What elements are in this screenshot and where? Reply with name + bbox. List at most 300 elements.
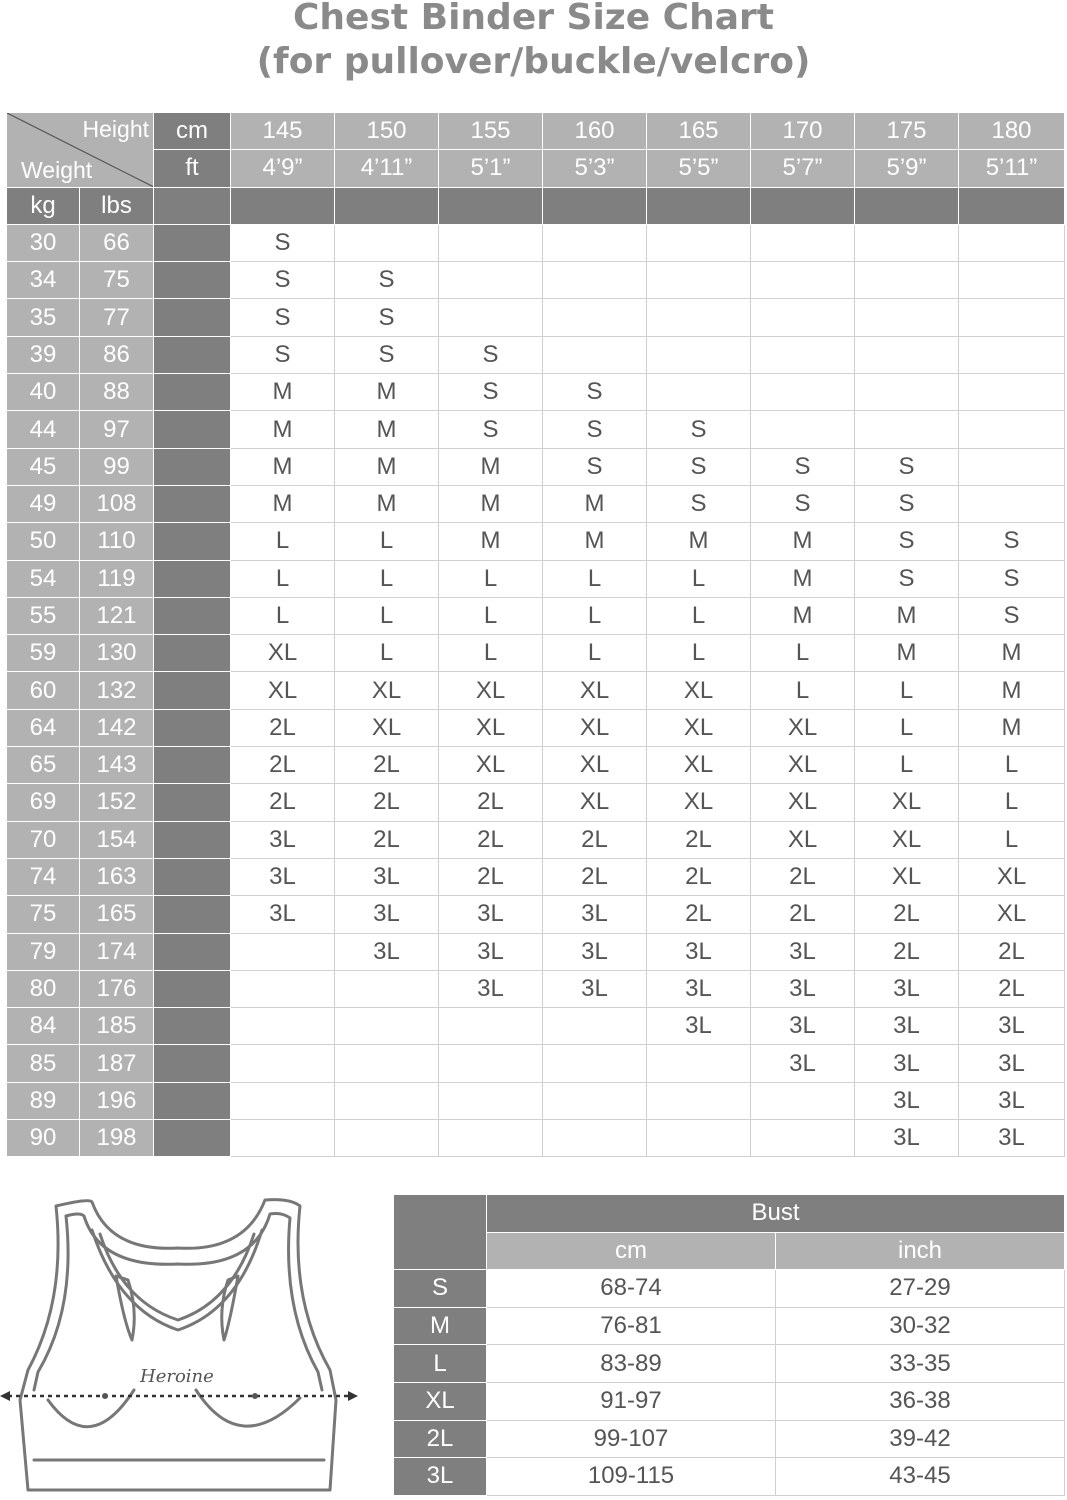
row-spacer xyxy=(154,336,231,373)
weight-label: Weight xyxy=(21,156,93,183)
size-cell: S xyxy=(855,485,959,522)
table-row xyxy=(7,672,1065,709)
size-cell: 2L xyxy=(855,933,959,970)
bust-cm-value: 109-115 xyxy=(487,1458,776,1496)
table-row xyxy=(7,1082,1065,1119)
weight-kg-cell: 55 xyxy=(7,597,80,634)
size-cell: L xyxy=(647,635,751,672)
size-cell: L xyxy=(439,560,543,597)
size-cell xyxy=(647,262,751,299)
size-cell: XL xyxy=(647,747,751,784)
bust-inch-value: 39-42 xyxy=(776,1420,1065,1458)
header-spacer xyxy=(647,187,751,224)
size-cell xyxy=(855,336,959,373)
size-cell: 2L xyxy=(439,784,543,821)
height-ft-header: 5’1” xyxy=(439,150,543,187)
size-cell: L xyxy=(855,672,959,709)
size-cell xyxy=(959,224,1065,261)
weight-kg-cell: 39 xyxy=(7,336,80,373)
size-cell xyxy=(751,224,855,261)
size-cell: 3L xyxy=(959,1120,1065,1157)
size-cell: L xyxy=(231,597,335,634)
size-cell: 2L xyxy=(231,784,335,821)
height-ft-header: 4’11” xyxy=(335,150,439,187)
height-ft-header: 5’9” xyxy=(855,150,959,187)
size-cell: 2L xyxy=(959,933,1065,970)
kg-label: kg xyxy=(7,187,80,224)
size-cell xyxy=(335,970,439,1007)
size-cell xyxy=(751,262,855,299)
table-row xyxy=(7,747,1065,784)
height-cm-header: 150 xyxy=(335,113,439,150)
size-cell: 3L xyxy=(647,1008,751,1045)
size-cell: M xyxy=(543,523,647,560)
bust-inch-header: inch xyxy=(776,1232,1065,1270)
size-cell: XL xyxy=(855,858,959,895)
size-cell: L xyxy=(959,821,1065,858)
weight-lbs-cell: 187 xyxy=(80,1045,154,1082)
weight-kg-cell: 79 xyxy=(7,933,80,970)
size-cell: S xyxy=(543,411,647,448)
bust-row xyxy=(394,1458,1065,1496)
height-label: Height xyxy=(82,116,149,142)
size-cell xyxy=(647,224,751,261)
size-cell xyxy=(959,262,1065,299)
chart-subtitle: (for pullover/buckle/velcro) xyxy=(256,41,811,82)
size-cell: 3L xyxy=(231,821,335,858)
size-cell: L xyxy=(335,523,439,560)
table-row xyxy=(7,411,1065,448)
garment-logo: Heroine xyxy=(140,1366,214,1387)
bust-inch-value: 27-29 xyxy=(776,1270,1065,1308)
weight-kg-cell: 89 xyxy=(7,1082,80,1119)
size-cell: 3L xyxy=(335,933,439,970)
row-spacer xyxy=(154,523,231,560)
weight-lbs-cell: 108 xyxy=(80,485,154,522)
table-row xyxy=(7,970,1065,1007)
size-cell xyxy=(439,1082,543,1119)
size-cell: XL xyxy=(959,896,1065,933)
header-spacer xyxy=(231,187,335,224)
size-cell: 3L xyxy=(855,1045,959,1082)
size-cell xyxy=(959,448,1065,485)
weight-lbs-cell: 142 xyxy=(80,709,154,746)
weight-lbs-cell: 185 xyxy=(80,1008,154,1045)
size-cell: 3L xyxy=(751,1045,855,1082)
weight-kg-cell: 59 xyxy=(7,635,80,672)
bust-inch-value: 30-32 xyxy=(776,1307,1065,1345)
size-cell: 3L xyxy=(751,1008,855,1045)
size-cell: M xyxy=(959,672,1065,709)
size-cell: M xyxy=(439,523,543,560)
size-cell: 2L xyxy=(751,896,855,933)
size-cell: XL xyxy=(543,784,647,821)
size-cell: M xyxy=(439,448,543,485)
size-cell: S xyxy=(231,224,335,261)
size-cell: 2L xyxy=(647,821,751,858)
size-cell xyxy=(647,374,751,411)
size-cell: 3L xyxy=(439,933,543,970)
size-cell xyxy=(335,1045,439,1082)
bust-inch-value: 43-45 xyxy=(776,1458,1065,1496)
size-cell: XL xyxy=(335,672,439,709)
table-row xyxy=(7,336,1065,373)
size-cell: L xyxy=(231,560,335,597)
weight-kg-cell: 30 xyxy=(7,224,80,261)
size-cell: L xyxy=(335,560,439,597)
size-cell: 2L xyxy=(231,747,335,784)
header-spacer xyxy=(439,187,543,224)
size-cell: M xyxy=(543,485,647,522)
row-spacer xyxy=(154,784,231,821)
size-cell xyxy=(439,1008,543,1045)
table-row xyxy=(7,224,1065,261)
bust-row xyxy=(394,1307,1065,1345)
height-cm-header: 155 xyxy=(439,113,543,150)
table-row xyxy=(7,784,1065,821)
size-cell: 3L xyxy=(543,896,647,933)
height-cm-header: 165 xyxy=(647,113,751,150)
table-row xyxy=(7,933,1065,970)
row-spacer xyxy=(154,411,231,448)
size-cell: 2L xyxy=(751,858,855,895)
size-cell xyxy=(647,336,751,373)
header-spacer xyxy=(543,187,647,224)
size-cell: L xyxy=(751,635,855,672)
size-cell: S xyxy=(647,448,751,485)
size-cell: 2L xyxy=(543,821,647,858)
cm-label: cm xyxy=(154,113,231,150)
size-cell: 2L xyxy=(855,896,959,933)
size-cell: XL xyxy=(647,672,751,709)
height-ft-header: 5’5” xyxy=(647,150,751,187)
height-weight-corner-cell xyxy=(7,113,154,188)
size-cell xyxy=(231,1008,335,1045)
size-cell: S xyxy=(959,597,1065,634)
size-cell: L xyxy=(335,597,439,634)
size-cell: XL xyxy=(959,858,1065,895)
bust-size-label: XL xyxy=(394,1382,487,1420)
table-row xyxy=(7,485,1065,522)
size-cell xyxy=(855,374,959,411)
row-spacer xyxy=(154,970,231,1007)
row-spacer xyxy=(154,1082,231,1119)
size-cell: 3L xyxy=(335,858,439,895)
size-cell: XL xyxy=(231,635,335,672)
bust-size-label: 2L xyxy=(394,1420,487,1458)
height-ft-header: 4’9” xyxy=(231,150,335,187)
weight-kg-cell: 54 xyxy=(7,560,80,597)
size-cell: 2L xyxy=(647,858,751,895)
weight-kg-cell: 45 xyxy=(7,448,80,485)
bust-measurements-table xyxy=(393,1194,1065,1496)
size-cell xyxy=(335,1120,439,1157)
size-cell xyxy=(543,1045,647,1082)
size-cell: L xyxy=(855,709,959,746)
bust-cm-value: 68-74 xyxy=(487,1270,776,1308)
size-cell xyxy=(751,1082,855,1119)
size-cell: 3L xyxy=(959,1008,1065,1045)
size-cell: XL xyxy=(439,672,543,709)
weight-kg-cell: 44 xyxy=(7,411,80,448)
table-row xyxy=(7,896,1065,933)
table-row xyxy=(7,299,1065,336)
bust-row xyxy=(394,1382,1065,1420)
table-row xyxy=(7,1120,1065,1157)
size-cell xyxy=(959,411,1065,448)
size-cell: XL xyxy=(543,709,647,746)
row-spacer xyxy=(154,597,231,634)
height-cm-header: 180 xyxy=(959,113,1065,150)
size-cell xyxy=(439,1120,543,1157)
size-cell: L xyxy=(543,597,647,634)
size-cell: M xyxy=(855,635,959,672)
size-cell: S xyxy=(231,262,335,299)
size-cell xyxy=(751,299,855,336)
size-cell xyxy=(543,1082,647,1119)
size-cell: M xyxy=(751,597,855,634)
row-spacer xyxy=(154,821,231,858)
size-cell xyxy=(335,224,439,261)
bust-size-label: S xyxy=(394,1270,487,1308)
table-row xyxy=(7,1008,1065,1045)
height-cm-header: 145 xyxy=(231,113,335,150)
size-cell xyxy=(439,262,543,299)
weight-kg-cell: 70 xyxy=(7,821,80,858)
size-cell: L xyxy=(439,597,543,634)
weight-kg-cell: 64 xyxy=(7,709,80,746)
weight-lbs-cell: 143 xyxy=(80,747,154,784)
row-spacer xyxy=(154,262,231,299)
size-cell xyxy=(231,1082,335,1119)
weight-kg-cell: 50 xyxy=(7,523,80,560)
size-cell: L xyxy=(647,597,751,634)
weight-kg-cell: 85 xyxy=(7,1045,80,1082)
size-cell: XL xyxy=(751,821,855,858)
size-cell: L xyxy=(335,635,439,672)
size-cell: XL xyxy=(543,672,647,709)
size-cell: S xyxy=(959,560,1065,597)
size-cell xyxy=(543,1120,647,1157)
table-row xyxy=(7,858,1065,895)
row-spacer xyxy=(154,560,231,597)
bust-cm-value: 83-89 xyxy=(487,1345,776,1383)
weight-kg-cell: 40 xyxy=(7,374,80,411)
size-cell: M xyxy=(439,485,543,522)
row-spacer xyxy=(154,485,231,522)
table-row xyxy=(7,560,1065,597)
size-cell: 3L xyxy=(751,970,855,1007)
size-cell: 2L xyxy=(543,858,647,895)
row-spacer xyxy=(154,1120,231,1157)
weight-kg-cell: 75 xyxy=(7,896,80,933)
table-row xyxy=(7,635,1065,672)
size-cell: M xyxy=(751,560,855,597)
bust-corner-cell xyxy=(394,1195,487,1270)
row-spacer xyxy=(154,635,231,672)
weight-kg-cell: 35 xyxy=(7,299,80,336)
weight-kg-cell: 60 xyxy=(7,672,80,709)
height-ft-header: 5’11” xyxy=(959,150,1065,187)
size-cell: 3L xyxy=(855,1082,959,1119)
size-cell: S xyxy=(751,485,855,522)
size-cell xyxy=(647,1082,751,1119)
header-spacer xyxy=(154,187,231,224)
size-cell: M xyxy=(231,411,335,448)
size-cell: L xyxy=(543,560,647,597)
size-cell: S xyxy=(439,411,543,448)
row-spacer xyxy=(154,224,231,261)
size-cell xyxy=(231,933,335,970)
size-cell xyxy=(335,1082,439,1119)
weight-lbs-cell: 132 xyxy=(80,672,154,709)
size-cell xyxy=(543,1008,647,1045)
table-row xyxy=(7,262,1065,299)
size-cell: M xyxy=(959,635,1065,672)
size-cell xyxy=(959,336,1065,373)
size-cell: M xyxy=(231,448,335,485)
size-cell: S xyxy=(855,560,959,597)
size-cell: XL xyxy=(855,821,959,858)
weight-lbs-cell: 66 xyxy=(80,224,154,261)
table-row xyxy=(7,374,1065,411)
weight-lbs-cell: 97 xyxy=(80,411,154,448)
row-spacer xyxy=(154,858,231,895)
weight-lbs-cell: 152 xyxy=(80,784,154,821)
size-cell: S xyxy=(231,336,335,373)
size-cell xyxy=(543,336,647,373)
size-cell: L xyxy=(855,747,959,784)
weight-lbs-cell: 196 xyxy=(80,1082,154,1119)
weight-lbs-cell: 130 xyxy=(80,635,154,672)
size-cell: L xyxy=(231,523,335,560)
header-spacer xyxy=(855,187,959,224)
size-cell: S xyxy=(959,523,1065,560)
size-cell: 3L xyxy=(647,933,751,970)
size-cell: 3L xyxy=(543,933,647,970)
size-cell: 2L xyxy=(335,784,439,821)
height-cm-header: 160 xyxy=(543,113,647,150)
size-cell: 2L xyxy=(439,821,543,858)
size-cell: XL xyxy=(751,747,855,784)
size-cell xyxy=(231,1120,335,1157)
size-cell: XL xyxy=(439,747,543,784)
weight-lbs-cell: 154 xyxy=(80,821,154,858)
size-cell: M xyxy=(231,374,335,411)
size-cell: S xyxy=(647,411,751,448)
row-spacer xyxy=(154,896,231,933)
size-cell xyxy=(647,1045,751,1082)
bust-row xyxy=(394,1420,1065,1458)
row-spacer xyxy=(154,1045,231,1082)
size-cell xyxy=(751,411,855,448)
size-cell xyxy=(439,1045,543,1082)
size-cell: XL xyxy=(231,672,335,709)
bust-inch-value: 33-35 xyxy=(776,1345,1065,1383)
size-cell xyxy=(543,224,647,261)
weight-lbs-cell: 75 xyxy=(80,262,154,299)
size-cell: M xyxy=(959,709,1065,746)
size-chart-table xyxy=(6,112,1065,1157)
bust-cm-value: 91-97 xyxy=(487,1382,776,1420)
weight-kg-cell: 74 xyxy=(7,858,80,895)
weight-kg-cell: 34 xyxy=(7,262,80,299)
weight-kg-cell: 49 xyxy=(7,485,80,522)
size-cell: 3L xyxy=(647,970,751,1007)
weight-lbs-cell: 163 xyxy=(80,858,154,895)
size-cell: XL xyxy=(439,709,543,746)
row-spacer xyxy=(154,1008,231,1045)
weight-lbs-cell: 176 xyxy=(80,970,154,1007)
size-cell: S xyxy=(855,523,959,560)
size-cell: S xyxy=(439,336,543,373)
size-cell xyxy=(855,299,959,336)
header-spacer xyxy=(751,187,855,224)
size-cell: 3L xyxy=(855,1120,959,1157)
row-spacer xyxy=(154,448,231,485)
table-row xyxy=(7,523,1065,560)
size-cell: L xyxy=(751,672,855,709)
size-cell: XL xyxy=(855,784,959,821)
size-cell: 2L xyxy=(335,747,439,784)
weight-lbs-cell: 198 xyxy=(80,1120,154,1157)
weight-lbs-cell: 165 xyxy=(80,896,154,933)
size-cell: XL xyxy=(335,709,439,746)
size-cell xyxy=(231,970,335,1007)
size-cell xyxy=(751,1120,855,1157)
table-row xyxy=(7,597,1065,634)
size-cell xyxy=(439,224,543,261)
size-cell: 3L xyxy=(855,1008,959,1045)
ft-label: ft xyxy=(154,150,231,187)
size-cell xyxy=(647,299,751,336)
size-cell: S xyxy=(647,485,751,522)
bust-row xyxy=(394,1270,1065,1308)
size-cell: 3L xyxy=(751,933,855,970)
size-cell: 2L xyxy=(335,821,439,858)
weight-lbs-cell: 110 xyxy=(80,523,154,560)
height-ft-header: 5’7” xyxy=(751,150,855,187)
weight-kg-cell: 65 xyxy=(7,747,80,784)
size-cell: M xyxy=(231,485,335,522)
size-cell: S xyxy=(231,299,335,336)
size-cell xyxy=(959,299,1065,336)
size-cell xyxy=(855,262,959,299)
size-cell: 2L xyxy=(231,709,335,746)
weight-lbs-cell: 99 xyxy=(80,448,154,485)
size-cell: XL xyxy=(543,747,647,784)
bust-size-label: L xyxy=(394,1345,487,1383)
size-cell: 3L xyxy=(855,970,959,1007)
size-cell: S xyxy=(855,448,959,485)
size-cell: 3L xyxy=(959,1045,1065,1082)
chart-title: Chest Binder Size Chart xyxy=(293,0,774,38)
table-row xyxy=(7,1045,1065,1082)
size-cell xyxy=(231,1045,335,1082)
height-cm-header: 175 xyxy=(855,113,959,150)
weight-lbs-cell: 88 xyxy=(80,374,154,411)
size-cell: M xyxy=(335,374,439,411)
weight-lbs-cell: 174 xyxy=(80,933,154,970)
size-cell: 3L xyxy=(231,858,335,895)
weight-lbs-cell: 119 xyxy=(80,560,154,597)
size-cell: S xyxy=(439,374,543,411)
size-cell: S xyxy=(543,374,647,411)
size-cell: XL xyxy=(751,709,855,746)
bust-header: Bust xyxy=(487,1195,1065,1233)
size-cell: S xyxy=(751,448,855,485)
size-cell xyxy=(855,411,959,448)
